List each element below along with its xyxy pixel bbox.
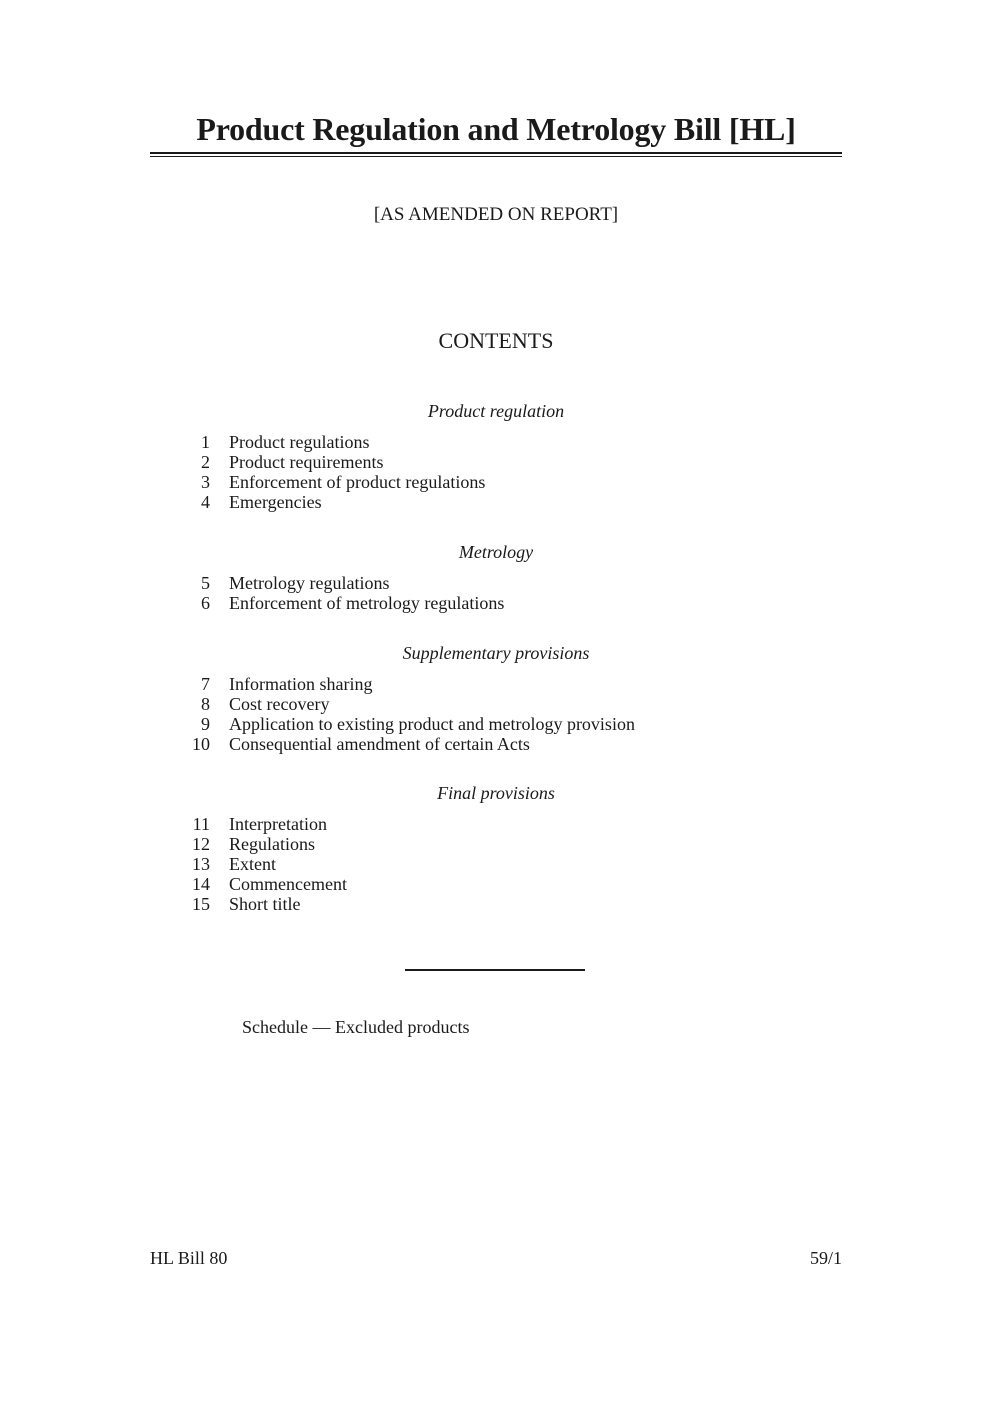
toc-entry[interactable] xyxy=(150,714,842,734)
contents-heading: CONTENTS xyxy=(438,328,554,353)
toc-entry[interactable] xyxy=(150,452,842,472)
clause-title[interactable]: Commencement xyxy=(229,874,347,894)
clause-number: 7 xyxy=(201,674,210,694)
clause-number: 10 xyxy=(192,734,210,754)
page-title: Product Regulation and Metrology Bill [HL] xyxy=(196,111,796,147)
toc-entry[interactable] xyxy=(150,734,842,754)
clause-number: 14 xyxy=(192,874,210,894)
title-double-rule-top xyxy=(150,152,842,154)
toc-entry[interactable] xyxy=(150,492,842,512)
clause-title[interactable]: Application to existing product and metrology provision xyxy=(229,714,635,734)
clause-number: 8 xyxy=(201,694,210,714)
toc-entry[interactable] xyxy=(150,593,842,613)
footer-page-reference: 59/1 xyxy=(809,1248,842,1268)
clause-number: 2 xyxy=(201,452,210,472)
clause-title[interactable]: Enforcement of product regulations xyxy=(229,472,486,492)
toc-entry[interactable] xyxy=(150,694,842,714)
toc-entry[interactable] xyxy=(150,814,842,834)
toc-entry[interactable] xyxy=(150,472,842,492)
clause-number: 15 xyxy=(192,894,210,914)
section-heading-metrology: Metrology xyxy=(458,542,534,562)
clause-title[interactable]: Cost recovery xyxy=(229,694,330,714)
clause-number: 5 xyxy=(201,573,210,593)
footer-bill-reference: HL Bill 80 xyxy=(150,1248,228,1268)
toc-list-product-regulation xyxy=(150,432,842,512)
clause-title[interactable]: Regulations xyxy=(229,834,315,854)
clause-title[interactable]: Information sharing xyxy=(229,674,373,694)
clause-title[interactable]: Short title xyxy=(229,894,301,914)
clause-title[interactable]: Emergencies xyxy=(229,492,322,512)
toc-list-final-provisions xyxy=(150,814,842,914)
clause-title[interactable]: Metrology regulations xyxy=(229,573,390,593)
toc-entry[interactable] xyxy=(150,874,842,894)
toc-list-metrology xyxy=(150,573,842,613)
toc-entry[interactable] xyxy=(150,674,842,694)
toc-entry[interactable] xyxy=(150,834,842,854)
section-separator-rule xyxy=(405,969,585,971)
toc-entry[interactable] xyxy=(150,432,842,452)
clause-number: 12 xyxy=(192,834,210,854)
clause-number: 11 xyxy=(192,814,210,834)
clause-number: 4 xyxy=(201,492,210,512)
clause-title[interactable]: Product requirements xyxy=(229,452,384,472)
title-double-rule-bottom xyxy=(150,156,842,157)
section-heading-product-regulation: Product regulation xyxy=(427,401,565,421)
clause-title[interactable]: Product regulations xyxy=(229,432,370,452)
clause-title[interactable]: Enforcement of metrology regulations xyxy=(229,593,505,613)
section-heading-final-provisions: Final provisions xyxy=(437,783,555,803)
clause-title[interactable]: Interpretation xyxy=(229,814,327,834)
clause-number: 13 xyxy=(192,854,210,874)
clause-number: 6 xyxy=(201,593,210,613)
toc-entry[interactable] xyxy=(150,894,842,914)
clause-title[interactable]: Extent xyxy=(229,854,276,874)
section-heading-supplementary-provisions: Supplementary provisions xyxy=(402,643,590,663)
amendment-status: [AS AMENDED ON REPORT] xyxy=(373,204,619,225)
toc-entry[interactable] xyxy=(150,854,842,874)
schedule-entry[interactable]: Schedule — Excluded products xyxy=(242,1017,470,1037)
toc-list-supplementary-provisions xyxy=(150,674,842,754)
toc-entry[interactable] xyxy=(150,573,842,593)
clause-number: 1 xyxy=(201,432,210,452)
clause-number: 9 xyxy=(201,714,210,734)
clause-title[interactable]: Consequential amendment of certain Acts xyxy=(229,734,530,754)
clause-number: 3 xyxy=(201,472,210,492)
